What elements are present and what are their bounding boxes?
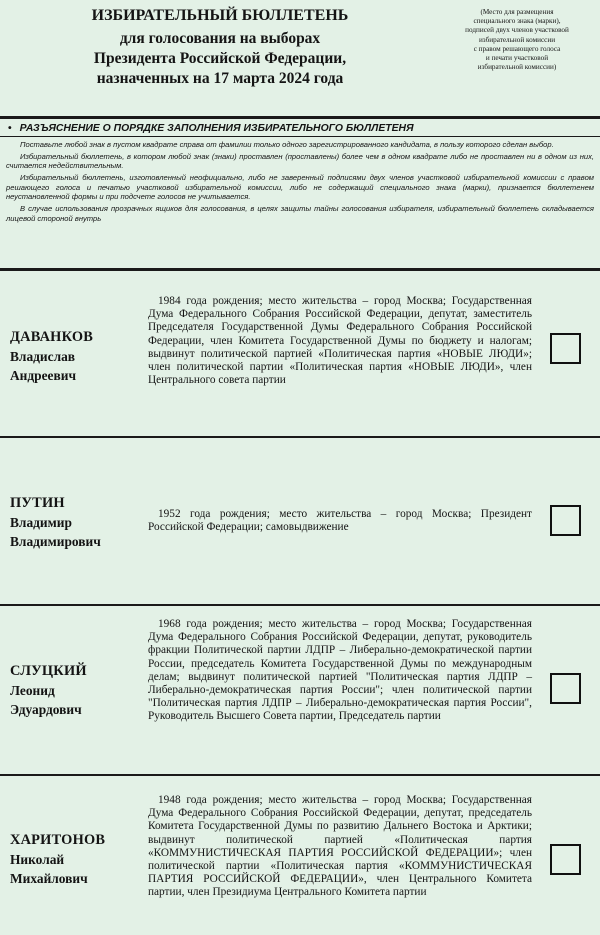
candidate-info: 1984 года рождения; место жительства – город Москва; Государственная Дума Федерального Собрания Российской Федерации, депутат, заместитель Председателя Государственной Думы Федерального Собрания Российской Федерации, член Комитета Государственной Думы по бюджету и налогам; выдвинут политической партией «Политическая партия «НОВЫЕ ЛЮДИ»; член политической партии «Политическая партия «НОВЫЕ ЛЮДИ», член Центрального совета партии	[148, 295, 532, 387]
candidate-patronymic: Михайлович	[10, 871, 88, 886]
instruction-paragraph: Избирательный бюллетень, изготовленный неофициально, либо не заверенный подписями двух членов участковой избирательной комиссии с правом решающего голоса и печатью участковой избирательной комиссии, либо не содержащий специального знака (марки), признается бюллетенем неустановленной формы и при подсчете голосов не учитывается.	[6, 173, 594, 202]
candidate-patronymic: Владимирович	[10, 534, 101, 549]
candidate-surname: СЛУЦКИЙ	[10, 663, 87, 679]
stamp-note-line: (Место для размещения	[480, 8, 554, 16]
candidate-info: 1968 года рождения; место жительства – город Москва; Государственная Дума Федерального Собрания Российской Федерации, депутат, руководитель фракции Политической партии ЛДПР – Либерально-демократической партии России, председатель Комитета Государственной Думы по международным делам; выдвинут политической партией "Политическая партия ЛДПР – Либерально-демократическая партия России"; член политической партии "Политическая партия ЛДПР – Либерально-демократическая партия России", Руководитель Высшего Совета партии, Председатель партии	[148, 618, 532, 723]
candidate-surname: ПУТИН	[10, 495, 65, 511]
header-divider	[0, 116, 600, 119]
subtitle-line: назначенных на 17 марта 2024 года	[96, 70, 344, 87]
candidate-name	[10, 494, 145, 551]
stamp-note-line: с правом решающего голоса	[473, 44, 561, 53]
stamp-note-line: и печати участковой	[485, 54, 549, 63]
candidate-row-putin	[0, 438, 600, 604]
candidate-info: 1948 года рождения; место жительства – город Москва; Государственная Дума Федерального Собрания Российской Федерации, депутат, председатель Комитета Государственной Думы по развитию Дальнего Востока и Арктики; выдвинут политической партией «Политическая партия «КОММУНИСТИЧЕСКАЯ ПАРТИЯ РОССИЙСКОЙ ФЕДЕРАЦИИ»; член политической партии «Политическая партия «КОММУНИСТИЧЕСКАЯ ПАРТИЯ РОССИЙСКОЙ ФЕДЕРАЦИИ», член Центрального Комитета партии, член Президиума Центрального Комитета партии	[148, 794, 532, 899]
instructions-text	[6, 140, 594, 226]
stamp-note-line: избирательной комиссии	[478, 35, 556, 44]
stamp-placeholder-note	[446, 8, 588, 72]
candidate-name	[10, 328, 145, 385]
stamp-note-line: избирательной комиссии)	[477, 63, 557, 72]
vote-checkbox[interactable]	[550, 844, 581, 875]
stamp-note-line: специального знака (марки),	[473, 17, 561, 26]
candidate-row-kharitonov	[0, 776, 600, 935]
candidate-info: 1952 года рождения; место жительства – город Москва; Президент Российской Федерации; самовыдвижение	[148, 508, 532, 534]
candidate-surname: ДАВАНКОВ	[10, 329, 94, 345]
instructions-heading-text: РАЗЪЯСНЕНИЕ О ПОРЯДКЕ ЗАПОЛНЕНИЯ ИЗБИРАТЕЛЬНОГО БЮЛЛЕТЕНЯ	[19, 123, 414, 134]
candidate-first-name: Владимир	[10, 515, 72, 530]
subtitle-line: Президента Российской Федерации,	[93, 50, 347, 67]
instructions-heading	[8, 122, 592, 135]
candidate-name	[10, 831, 145, 888]
candidate-row-davankov	[0, 271, 600, 436]
candidate-first-name: Николай	[10, 852, 65, 867]
vote-checkbox[interactable]	[550, 505, 581, 536]
instructions-heading-rule	[0, 136, 600, 137]
vote-checkbox[interactable]	[550, 673, 581, 704]
candidate-first-name: Леонид	[10, 683, 55, 698]
stamp-note-line: подписей двух членов участковой	[465, 26, 569, 35]
candidate-patronymic: Андреевич	[10, 368, 76, 383]
vote-checkbox[interactable]	[550, 333, 581, 364]
subtitle-line: для голосования на выборах	[119, 30, 321, 47]
instruction-paragraph: Поставьте любой знак в пустом квадрате справа от фамилии только одного зарегистрированного кандидата, в пользу которого сделан выбор.	[20, 140, 554, 149]
instruction-paragraph: В случае использования прозрачных ящиков для голосования, в целях защиты тайны голосования избирателя, избирательный бюллетень складывается лицевой стороной внутрь	[6, 204, 594, 223]
ballot-subtitle	[20, 29, 420, 89]
bullet-icon: •	[8, 123, 12, 134]
candidate-surname: ХАРИТОНОВ	[10, 832, 106, 848]
candidate-patronymic: Эдуардович	[10, 702, 82, 717]
candidate-first-name: Владислав	[10, 349, 76, 364]
ballot-title: ИЗБИРАТЕЛЬНЫЙ БЮЛЛЕТЕНЬ	[91, 7, 349, 24]
ballot-header	[0, 0, 600, 115]
instruction-paragraph: Избирательный бюллетень, в котором любой знак (знаки) проставлен (проставлены) более чем в одном квадрате либо не проставлен ни в одном из них, считается недействительным.	[6, 152, 594, 171]
candidate-row-slutsky	[0, 606, 600, 774]
candidate-name	[10, 662, 145, 719]
